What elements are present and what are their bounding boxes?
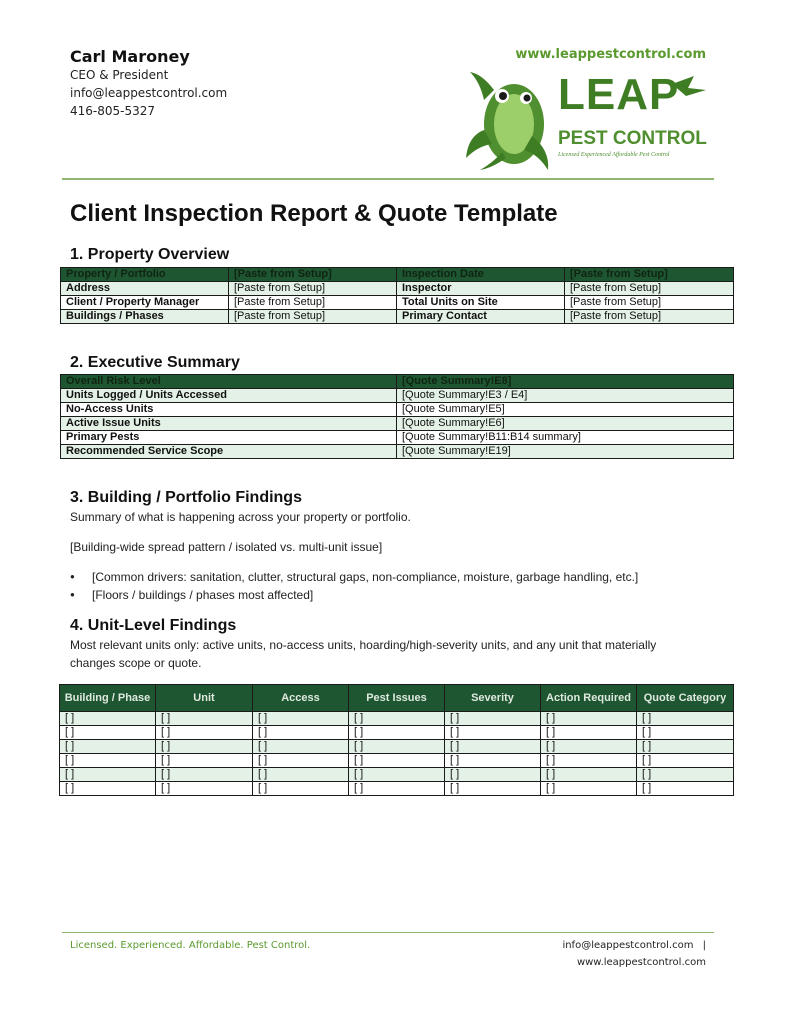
logo-wordmark: LEAP: [558, 70, 680, 119]
table-cell: [Quote Summary!E5]: [397, 403, 734, 417]
table-cell: [ ]: [156, 768, 253, 782]
table-cell: Active Issue Units: [61, 417, 397, 431]
table-cell: [ ]: [541, 754, 637, 768]
table-cell: [ ]: [349, 726, 445, 740]
table-cell: No-Access Units: [61, 403, 397, 417]
table-row: [61, 268, 734, 282]
table-cell: [Paste from Setup]: [565, 268, 734, 282]
table-cell: [ ]: [349, 740, 445, 754]
column-header: Unit: [156, 685, 253, 712]
table-row: [61, 403, 734, 417]
table-cell: Buildings / Phases: [61, 310, 229, 324]
table-cell: [ ]: [541, 768, 637, 782]
table-cell: [ ]: [541, 740, 637, 754]
table-cell: Recommended Service Scope: [61, 445, 397, 459]
table-cell: [ ]: [637, 740, 734, 754]
section-3-intro: Summary of what is happening across your property or portfolio.: [70, 510, 411, 524]
table-cell: Total Units on Site: [397, 296, 565, 310]
table-cell: [Quote Summary!B11:B14 summary]: [397, 431, 734, 445]
column-header: Severity: [445, 685, 541, 712]
table-cell: [ ]: [445, 754, 541, 768]
table-row: [61, 445, 734, 459]
table-cell: [Paste from Setup]: [229, 282, 397, 296]
footer-email[interactable]: info@leappestcontrol.com: [562, 940, 694, 951]
table-row: [61, 296, 734, 310]
table-row: [60, 740, 734, 754]
table-header-row: [60, 685, 734, 712]
table-cell: [ ]: [253, 754, 349, 768]
table-cell: [ ]: [637, 782, 734, 796]
table-cell: [ ]: [60, 740, 156, 754]
header-divider: [62, 178, 714, 180]
table-cell: [Quote Summary!E6]: [397, 417, 734, 431]
table-row: [61, 310, 734, 324]
table-cell: Overall Risk Level: [61, 375, 397, 389]
table-cell: Address: [61, 282, 229, 296]
leap-logo: [462, 66, 712, 172]
table-cell: [ ]: [253, 740, 349, 754]
table-cell: Property / Portfolio: [61, 268, 229, 282]
table-cell: [ ]: [253, 726, 349, 740]
column-header: Building / Phase: [60, 685, 156, 712]
footer-separator: |: [702, 940, 706, 951]
section-3-placeholder: [Building-wide spread pattern / isolated vs. multi-unit issue]: [70, 540, 383, 554]
table-cell: [ ]: [156, 740, 253, 754]
table-cell: [ ]: [445, 768, 541, 782]
section-1-heading: 1. Property Overview: [70, 246, 230, 263]
table-row: [61, 431, 734, 445]
document-title: Client Inspection Report & Quote Template: [70, 200, 558, 227]
table-row: [61, 375, 734, 389]
footer-divider: [62, 932, 714, 933]
table-cell: [ ]: [253, 712, 349, 726]
logo-subtitle: PEST CONTROL: [558, 128, 707, 149]
table-cell: [ ]: [541, 726, 637, 740]
column-header: Quote Category: [637, 685, 734, 712]
header-website[interactable]: www.leappestcontrol.com: [515, 47, 706, 62]
column-header: Access: [253, 685, 349, 712]
table-row: [60, 726, 734, 740]
table-cell: [ ]: [60, 782, 156, 796]
section-3-heading: 3. Building / Portfolio Findings: [70, 489, 302, 506]
table-row: [60, 712, 734, 726]
footer-contact: [562, 940, 706, 951]
findings-list: [70, 568, 638, 604]
table-cell: [Paste from Setup]: [565, 282, 734, 296]
section-4-heading: 4. Unit-Level Findings: [70, 617, 237, 634]
table-cell: Units Logged / Units Accessed: [61, 389, 397, 403]
table-cell: Client / Property Manager: [61, 296, 229, 310]
table-cell: [ ]: [637, 712, 734, 726]
table-cell: [ ]: [541, 782, 637, 796]
table-cell: [ ]: [445, 782, 541, 796]
table-cell: [ ]: [349, 782, 445, 796]
table-cell: [ ]: [60, 768, 156, 782]
table-cell: Primary Pests: [61, 431, 397, 445]
table-cell: [Paste from Setup]: [229, 296, 397, 310]
table-cell: [ ]: [156, 712, 253, 726]
table-cell: [ ]: [349, 712, 445, 726]
table-cell: [ ]: [156, 754, 253, 768]
footer-website[interactable]: www.leappestcontrol.com: [576, 957, 706, 968]
table-cell: [ ]: [349, 768, 445, 782]
executive-summary-table: [60, 374, 734, 459]
table-cell: [Paste from Setup]: [565, 296, 734, 310]
table-cell: Primary Contact: [397, 310, 565, 324]
table-cell: Inspector: [397, 282, 565, 296]
table-cell: [ ]: [156, 782, 253, 796]
table-cell: [ ]: [637, 768, 734, 782]
footer-tagline: Licensed. Experienced. Affordable. Pest Control.: [70, 940, 311, 951]
table-cell: Inspection Date: [397, 268, 565, 282]
table-cell: [Paste from Setup]: [229, 268, 397, 282]
contact-name: Carl Maroney: [70, 47, 190, 66]
contact-phone: 416-805-5327: [70, 104, 156, 118]
list-item: ● [Floors / buildings / phases most affected]: [70, 586, 638, 604]
contact-email[interactable]: info@leappestcontrol.com: [70, 86, 228, 100]
table-cell: [Quote Summary!E8]: [397, 375, 734, 389]
table-cell: [ ]: [637, 726, 734, 740]
table-cell: [ ]: [541, 712, 637, 726]
table-row: [61, 417, 734, 431]
table-cell: [ ]: [60, 754, 156, 768]
table-cell: [ ]: [349, 754, 445, 768]
table-row: [61, 389, 734, 403]
table-cell: [ ]: [60, 726, 156, 740]
section-4-intro-line-1: Most relevant units only: active units, no-access units, hoarding/high-severity units, and any unit that materially: [70, 638, 657, 652]
table-cell: [ ]: [253, 768, 349, 782]
unit-findings-table: [59, 684, 734, 796]
table-cell: [Paste from Setup]: [565, 310, 734, 324]
property-overview-table: [60, 267, 734, 324]
table-cell: [ ]: [445, 726, 541, 740]
table-cell: [Paste from Setup]: [229, 310, 397, 324]
table-row: [60, 768, 734, 782]
table-cell: [ ]: [253, 782, 349, 796]
table-cell: [Quote Summary!E19]: [397, 445, 734, 459]
table-row: [61, 282, 734, 296]
table-row: [60, 754, 734, 768]
contact-role: CEO & President: [70, 68, 169, 82]
section-2-heading: 2. Executive Summary: [70, 354, 240, 371]
table-cell: [Quote Summary!E3 / E4]: [397, 389, 734, 403]
table-row: [60, 782, 734, 796]
logo-tagline: Licensed Experienced Affordable Pest Control: [558, 152, 670, 158]
column-header: Pest Issues: [349, 685, 445, 712]
table-cell: [ ]: [156, 726, 253, 740]
table-cell: [ ]: [445, 740, 541, 754]
table-cell: [ ]: [637, 754, 734, 768]
table-cell: [ ]: [60, 712, 156, 726]
table-cell: [ ]: [445, 712, 541, 726]
column-header: Action Required: [541, 685, 637, 712]
list-item: ● [Common drivers: sanitation, clutter, structural gaps, non-compliance, moisture, garbage handling, etc.]: [70, 568, 638, 586]
section-4-intro-line-2: changes scope or quote.: [70, 656, 202, 670]
